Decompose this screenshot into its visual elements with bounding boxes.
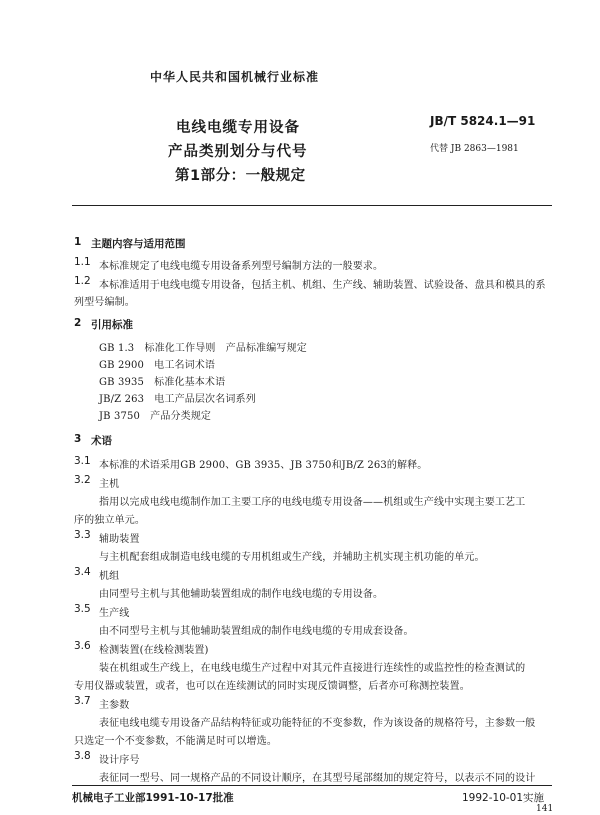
clause-3-2-text-cont: 序的独立单元。 [74, 515, 146, 526]
title-line-1: 电线电缆专用设备 [176, 120, 300, 136]
section-1-title: 主题内容与适用范围 [91, 238, 186, 250]
section-3-number: 3 [74, 433, 82, 445]
clause-1-2-number: 1.2 [74, 275, 91, 287]
clause-3-4-number: 3.4 [74, 566, 91, 578]
clause-3-1-number: 3.1 [74, 455, 91, 467]
clause-3-6-title: 检测装置(在线检测装置) [99, 645, 209, 656]
ref-standard: GB 2900 电工名词术语 [99, 360, 216, 371]
approval-date: 机械电子工业部1991-10-17批准 [72, 792, 234, 804]
section-2-title: 引用标准 [91, 319, 133, 331]
clause-3-5-title: 生产线 [99, 608, 130, 619]
clause-3-3-text: 与主机配套组成制造电线电缆的专用机组或生产线，并辅助主机实现主机功能的单元。 [99, 552, 485, 563]
section-1-number: 1 [74, 236, 82, 248]
clause-3-7-text: 表征电线电缆专用设备产品结构特征或功能特征的不变参数，作为该设备的规格符号，主参数一般 [99, 718, 536, 729]
clause-3-4-text: 由同型号主机与其他辅助装置组成的制作电线电缆的专用设备。 [99, 589, 384, 600]
clause-3-2-text: 指用以完成电线电缆制作加工主要工序的电线电缆专用设备——机组或生产线中实现主要工艺工 [99, 497, 526, 508]
header-divider [72, 205, 552, 206]
clause-3-7-number: 3.7 [74, 695, 91, 707]
section-3-title: 术语 [91, 435, 112, 447]
clause-3-8-text: 表征同一型号、同一规格产品的不同设计顺序，在其型号尾部缀加的规定符号，以表示不同的设计 [99, 773, 536, 784]
clause-1-2-text: 本标准适用于电线电缆专用设备，包括主机、机组、生产线、辅助装置、试验设备、盘具和模具的系 [99, 280, 546, 291]
issuing-org: 中华人民共和国机械行业标准 [150, 70, 320, 84]
clause-3-8-number: 3.8 [74, 750, 91, 762]
clause-3-3-title: 辅助装置 [99, 534, 140, 545]
clause-1-1-number: 1.1 [74, 256, 91, 268]
clause-3-5-text: 由不同型号主机与其他辅助装置组成的制作电线电缆的专用成套设备。 [99, 626, 414, 637]
clause-3-2-number: 3.2 [74, 474, 91, 486]
clause-1-1-text: 本标准规定了电线电缆专用设备系列型号编制方法的一般要求。 [99, 261, 384, 272]
title-line-3: 第1部分：一般规定 [175, 168, 306, 184]
clause-3-7-title: 主参数 [99, 700, 130, 711]
ref-standard: JB 3750 产品分类规定 [99, 411, 212, 422]
clause-3-3-number: 3.3 [74, 529, 91, 541]
clause-3-5-number: 3.5 [74, 603, 91, 615]
clause-3-7-text-cont: 只选定一个不变参数，不能满足时可以增选。 [74, 736, 277, 747]
ref-standard: JB/Z 263 电工产品层次名词系列 [99, 394, 256, 405]
clause-3-8-title: 设计序号 [99, 755, 140, 766]
clause-3-6-text-cont: 专用仪器或装置，或者，也可以在连续测试的同时实现反馈调整，后者亦可称测控装置。 [74, 681, 470, 692]
footer-divider [72, 785, 552, 786]
clause-3-4-title: 机组 [99, 571, 120, 582]
section-2-number: 2 [74, 317, 82, 329]
ref-standard: GB 1.3 标准化工作导则 产品标准编写规定 [99, 343, 307, 354]
title-line-2: 产品类别划分与代号 [168, 144, 308, 160]
ref-standard: GB 3935 标准化基本术语 [99, 377, 226, 388]
standard-code: JB/T 5824.1—91 [430, 114, 536, 128]
clause-3-6-number: 3.6 [74, 640, 91, 652]
clause-3-1-text: 本标准的术语采用GB 2900、GB 3935、JB 3750和JB/Z 263的解释。 [99, 460, 428, 471]
clause-3-2-title: 主机 [99, 479, 120, 490]
clause-1-2-text-cont: 列型号编制。 [74, 297, 135, 308]
page-number: 141 [536, 804, 554, 814]
effective-date: 1992-10-01实施 [462, 792, 545, 804]
replaces-standard: 代替 JB 2863—1981 [430, 144, 519, 154]
clause-3-6-text: 装在机组或生产线上，在电线电缆生产过程中对其元件直接进行连续性的或监控性的检查测试的 [99, 663, 526, 674]
